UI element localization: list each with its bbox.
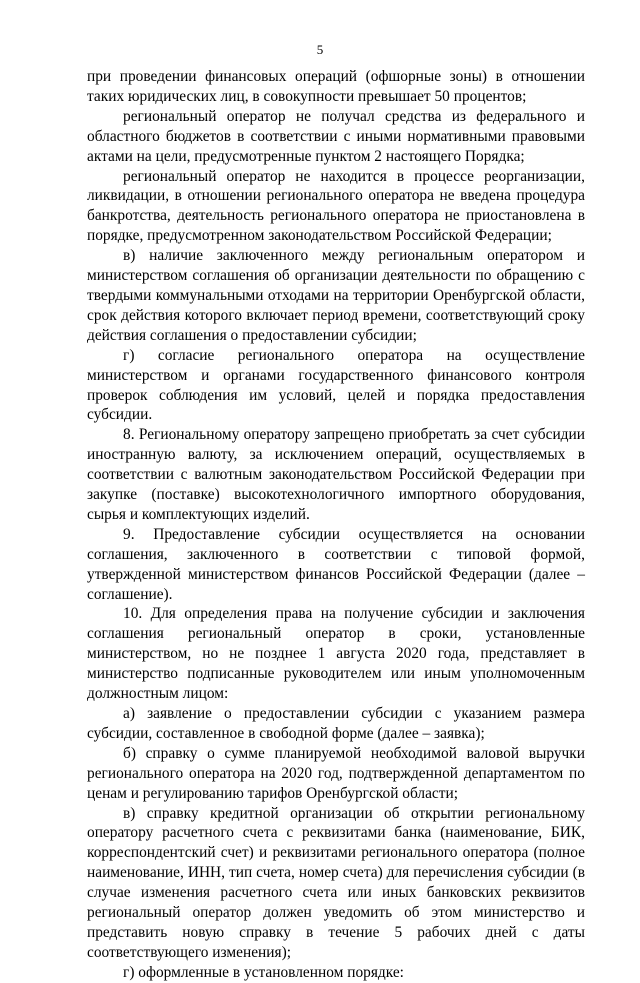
paragraph-item-v-agreement: в) наличие заключенного между региональным оператором и министерством соглашения об организации деятельности по обращению с твердыми коммунальными отходами на территории Оренбургской области, срок действия которого включает период времени, соответствующий сроку действия соглашения о предоставлении субсидии; — [87, 247, 585, 344]
paragraph-item-g-documents: г) оформленные в установленном порядке: — [123, 963, 404, 981]
paragraph-condition-no-reorganization: региональный оператор не находится в процессе реорганизации, ликвидации, в отношении регионального оператора не введена процедура банкротства, деятельность регионального оператора не приостановлена в порядке, предусмотренном законодательством Российской Федерации; — [87, 167, 585, 245]
paragraph-clause-8: 8. Региональному оператору запрещено приобретать за счет субсидии иностранную валюту, за исключением операций, осуществляемых в соответствии с валютным законодательством Российской Федерации при закупке (поставке) высокотехнологичного импортного оборудования, сырья и комплектующих изделий. — [87, 426, 585, 523]
page-number: 5 — [316, 42, 324, 57]
paragraph-item-g-consent: г) согласие регионального оператора на осуществление министерством и органами государственного финансового контроля проверок соблюдения им условий, целей и порядка предоставления субсидии. — [87, 346, 585, 424]
paragraph-item-v-bank-certificate: в) справку кредитной организации об открытии региональному оператору расчетного счета с реквизитами банка (наименование, БИК, корреспондентский счет) и реквизитами регионального оператора (полное наименование, ИНН, тип счета, номер счета) для перечисления субсидии (в случае изменения расчетного счета или иных банковских реквизитов региональный оператор должен уведомить об этом министерство и представить новую справку в течение 5 рабочих дней с даты соответствующего изменения); — [87, 804, 585, 961]
paragraph-clause-9: 9. Предоставление субсидии осуществляется на основании соглашения, заключенного в соответствии с типовой формой, утвержденной министерством финансов Российской Федерации (далее – соглашение). — [87, 525, 585, 603]
paragraph-condition-no-budget-funds: региональный оператор не получал средства из федерального и областного бюджетов в соответствии с иными нормативными правовыми актами на цели, предусмотренные пунктом 2 настоящего Порядка; — [87, 107, 585, 165]
paragraph-item-b-revenue-certificate: б) справку о сумме планируемой необходимой валовой выручки регионального оператора на 2020 год, подтвержденной департаментом по ценам и регулированию тарифов Оренбургской области; — [87, 744, 585, 802]
paragraph-clause-10: 10. Для определения права на получение субсидии и заключения соглашения региональный оператор в сроки, установленные министерством, но не позднее 1 августа 2020 года, представляет в министерство подписанные руководителем или иным уполномоченным должностным лицом: — [87, 605, 585, 703]
paragraph-continuation: при проведении финансовых операций (офшорные зоны) в отношении таких юридических лиц, в совокупности превышает 50 процентов; — [87, 68, 585, 105]
document-body — [87, 67, 585, 983]
paragraph-item-a-application: а) заявление о предоставлении субсидии с указанием размера субсидии, составленное в свободной форме (далее – заявка); — [87, 705, 585, 742]
